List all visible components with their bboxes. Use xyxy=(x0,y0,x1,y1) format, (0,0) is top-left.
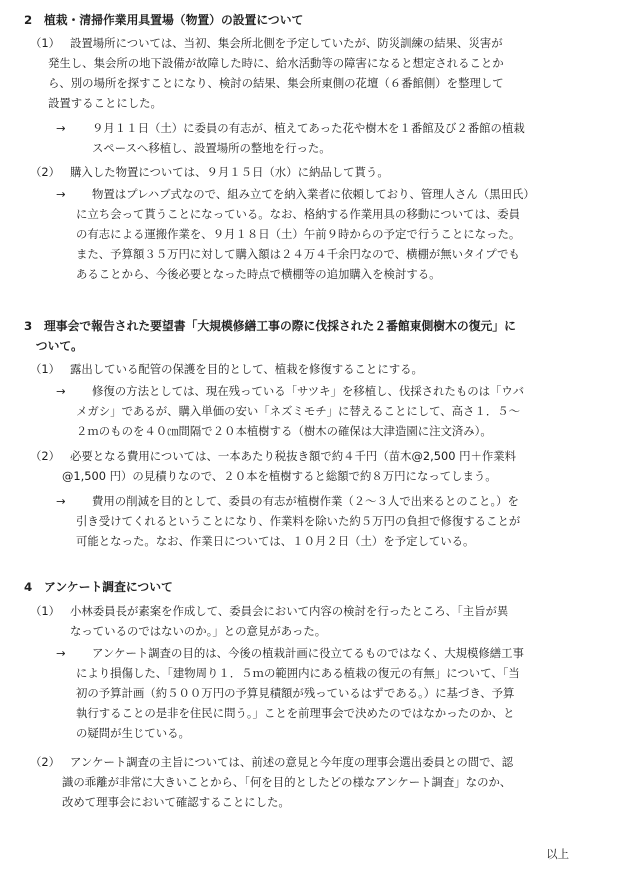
item-number: （2） xyxy=(30,449,61,463)
text-line: 費用の削減を目的として、委員の有志が植樹作業（２～３人で出来るとのこと。）を xyxy=(92,494,519,508)
item-body xyxy=(70,601,590,641)
item-body xyxy=(62,752,590,812)
text-line: 引き受けてくれるということになり、作業料を除いた約５万円の負担で修復することが xyxy=(76,514,521,528)
sub-body xyxy=(92,118,582,158)
closing-mark: 以上 xyxy=(546,847,569,861)
text-line: 設置することにした。 xyxy=(48,96,162,110)
text-line: 露出している配管の保護を目的として、植栽を修復することにする。 xyxy=(70,362,423,376)
text-line: なっているのではないのか。」との意見があった。 xyxy=(70,624,327,638)
arrow-icon: → xyxy=(56,494,66,508)
sub-body xyxy=(76,491,582,551)
text-line: 改めて理事会において確認することにした。 xyxy=(62,795,290,809)
text-line: 識の乖離が非常に大きいことから、「何を目的としたどの様なアンケート調査」なのか、 xyxy=(62,775,512,789)
item-body xyxy=(70,162,590,182)
text-line: 修復の方法としては、現在残っている「サツキ」を移植し、伐採されたものは「ウバ xyxy=(92,384,525,398)
text-line: 発生し、集会所の地下設備が故障した時に、給水活動等の障害になると想定されることか xyxy=(48,56,504,70)
sub-body xyxy=(76,184,582,284)
item-number: （2） xyxy=(30,755,61,769)
text-line: に立ち会って貰うことになっている。なお、格納する作業用具の移動については、委員 xyxy=(76,207,521,221)
item-number: （2） xyxy=(30,165,61,179)
sub-body xyxy=(76,381,582,441)
section-title xyxy=(24,316,584,356)
text-line: アンケート調査の目的は、今後の植栽計画に役立てるものではなく、大規模修繕工事 xyxy=(92,646,524,660)
item-number: （1） xyxy=(30,36,61,50)
item-body xyxy=(48,33,590,113)
item-number: （1） xyxy=(30,604,61,618)
section-title: 4 アンケート調査について xyxy=(24,580,173,594)
text-line: 執行することの是非を住民に問う。」ことを前理事会で決めたのではなかったのか、と xyxy=(76,706,515,720)
text-line: スペースへ移植し、設置場所の整地を行った。 xyxy=(92,141,331,155)
text-line: 必要となる費用については、一本あたり税抜き額で約４千円（苗木@2,500 円＋作業料 xyxy=(70,449,517,463)
arrow-icon: → xyxy=(56,384,66,398)
text-line: また、予算額３５万円に対して購入額は２４万４千余円なので、横棚が無いタイプでも xyxy=(76,247,520,261)
text-line: 可能となった。なお、作業日については、１０月２日（土）を予定している。 xyxy=(76,534,475,548)
text-line: により損傷した、「建物周り１．５ｍの範囲内にある植栽の復元の有無」について、「当 xyxy=(76,666,520,680)
section-title: 2 植栽・清掃作業用具置場（物置）の設置について xyxy=(24,13,304,27)
text-line: @1,500 円）の見積りなので、２０本を植樹すると総額で約８万円になってしまう。 xyxy=(62,469,497,483)
text-line: ２ｍのものを４０㎝間隔で２０本植樹する（樹木の確保は大津造園に注文済み）。 xyxy=(76,424,492,438)
arrow-icon: → xyxy=(56,187,66,201)
text-line: の有志による運搬作業を、９月１８日（土）午前９時からの予定で行うことになった。 xyxy=(76,227,521,241)
text-line: 物置はプレハブ式なので、組み立てを納入業者に依頼しており、管理人さん（黒田氏） xyxy=(92,187,535,201)
text-line: あることから、今後必要となった時点で横棚等の追加購入を検討する。 xyxy=(76,267,441,281)
sub-body xyxy=(76,643,582,743)
text-line: の疑問が生じている。 xyxy=(76,726,190,740)
text-line: 設置場所については、当初、集会所北側を予定していたが、防災訓練の結果、災害が xyxy=(70,36,503,50)
arrow-icon: → xyxy=(56,121,66,135)
section-title-line: 3 理事会で報告された要望書「大規模修繕工事の際に伐採された２番館東側樹木の復元」に xyxy=(24,319,516,333)
item-body xyxy=(70,359,590,379)
text-line: アンケート調査の主旨については、前述の意見と今年度の理事会選出委員との間で、認 xyxy=(70,755,514,769)
item-number: （1） xyxy=(30,362,61,376)
text-line: 購入した物置については、９月１５日（水）に納品して貰う。 xyxy=(70,165,389,179)
text-line: ９月１１日（土）に委員の有志が、植えてあった花や樹木を１番館及び２番館の植栽 xyxy=(92,121,525,135)
arrow-icon: → xyxy=(56,646,66,660)
text-line: ら、別の場所を探すことになり、検討の結果、集会所東側の花壇（６番館側）を整理して xyxy=(48,76,504,90)
section-title-line: ついて。 xyxy=(24,339,83,353)
text-line: メガシ」であるが、購入単価の安い「ネズミモチ」に替えることにして、高さ１．５～ xyxy=(76,404,521,418)
text-line: 小林委員長が素案を作成して、委員会において内容の検討を行ったところ、「主旨が異 xyxy=(70,604,509,618)
text-line: 初の予算計画（約５００万円の予算見積額が残っているはずである。）に基づき、予算 xyxy=(76,686,515,700)
item-body xyxy=(62,446,590,486)
